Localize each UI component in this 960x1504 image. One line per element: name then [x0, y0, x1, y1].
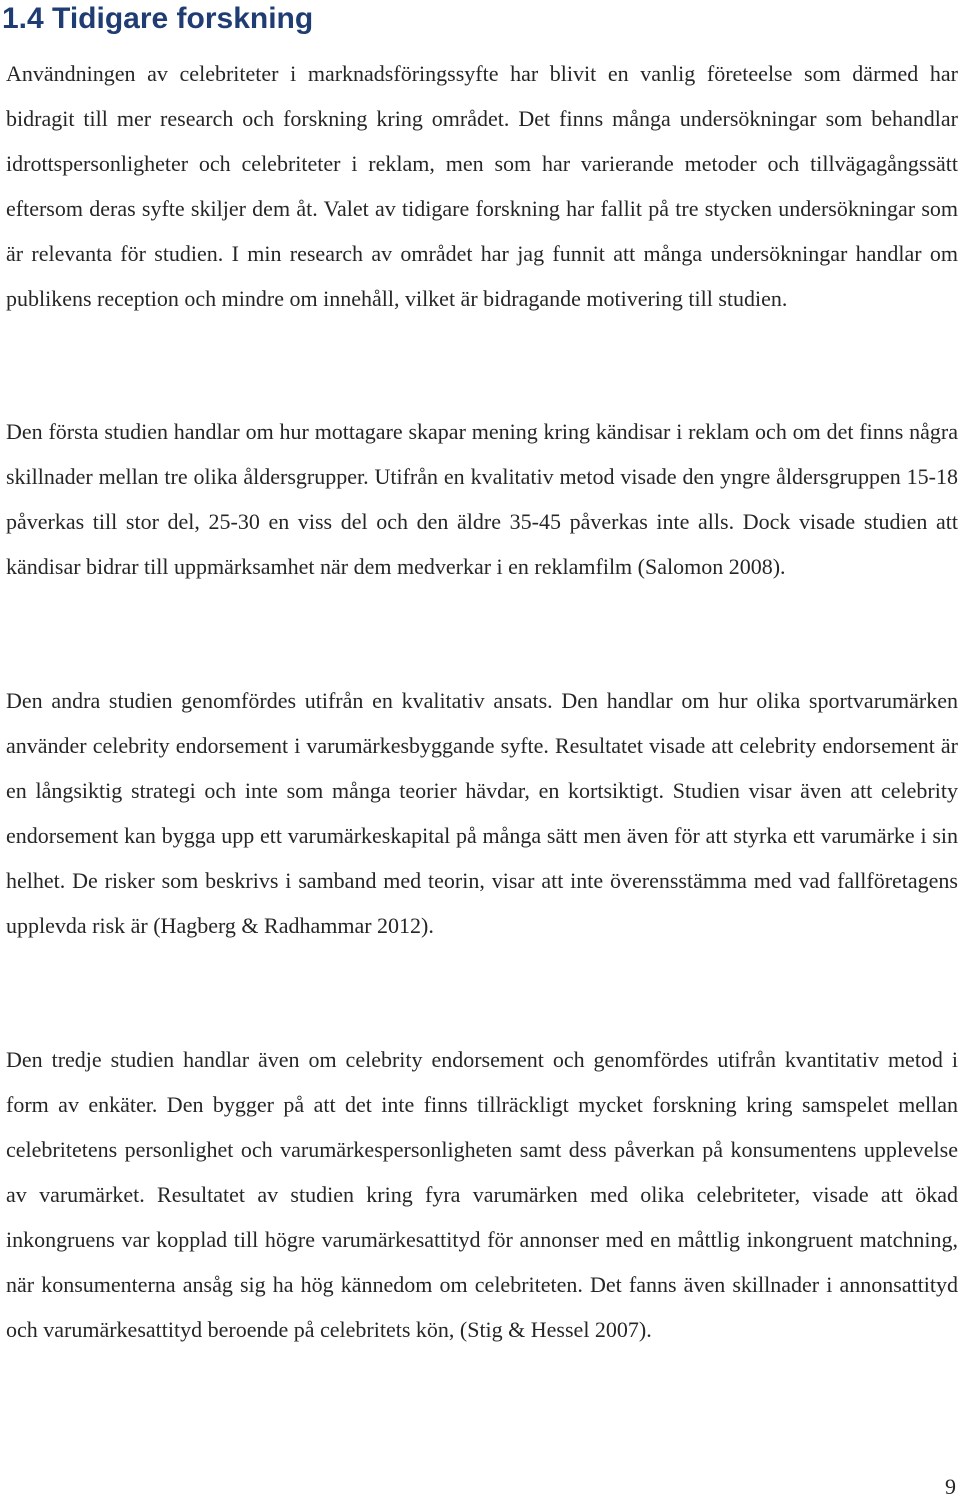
paragraph-third-study: Den tredje studien handlar även om celebrity endorsement och genomfördes utifrån kvantitativ metod i form av enkäter. Den bygger på att det inte finns tillräckligt mycket forskning kring samspelet mellan celebritetens personlighet och varumärkespersonligheten samt dess påverkan på konsumentens upplevelse av varumärket. Resultatet av studien kring fyra varumärken med olika celebriteter, visade att ökad inkongruens var kopplad till högre varumärkesattityd för annonser med en måttlig inkongruent matchning, när konsumenterna ansåg sig ha hög kännedom om celebriteten. Det fanns även skillnader i annonsattityd och varumärkesattityd beroende på celebritets kön, (Stig & Hessel 2007).: [6, 1047, 958, 1342]
section-heading: 1.4 Tidigare forskning: [2, 2, 314, 35]
paragraph-second-study: Den andra studien genomfördes utifrån en kvalitativ ansats. Den handlar om hur olika sportvarumärken använder celebrity endorsement i varumärkesbyggande syfte. Resultatet visade att celebrity endorsement är en långsiktig strategi och inte som många teorier hävdar, en kortsiktigt. Studien visar även att celebrity endorsement kan bygga upp ett varumärkeskapital på många sätt men även för att styrka ett varumärke i sin helhet. De risker som beskrivs i samband med teorin, visar att inte överensstämma med vad fallföretagens upplevda risk är (Hagberg & Radhammar 2012).: [6, 688, 958, 938]
page-number: 9: [945, 1474, 956, 1499]
paragraph-first-study: Den första studien handlar om hur mottagare skapar mening kring kändisar i reklam och om det finns några skillnader mellan tre olika åldersgrupper. Utifrån en kvalitativ metod visade den yngre åldersgruppen 15-18 påverkas till stor del, 25-30 en viss del och den äldre 35-45 påverkas inte alls. Dock visade studien att kändisar bidrar till uppmärksamhet när dem medverkar i en reklamfilm (Salomon 2008).: [6, 419, 958, 579]
paragraph-intro: Användningen av celebriteter i marknadsföringssyfte har blivit en vanlig företeelse som därmed har bidragit till mer research och forskning kring området. Det finns många undersökningar som behandlar idrottspersonligheter och celebriteter i reklam, men som har varierande metoder och tillvägagångssätt eftersom deras syfte skiljer dem åt. Valet av tidigare forskning har fallit på tre stycken undersökningar som är relevanta för studien. I min research av området har jag funnit att många undersökningar handlar om publikens reception och mindre om innehåll, vilket är bidragande motivering till studien.: [6, 61, 958, 311]
